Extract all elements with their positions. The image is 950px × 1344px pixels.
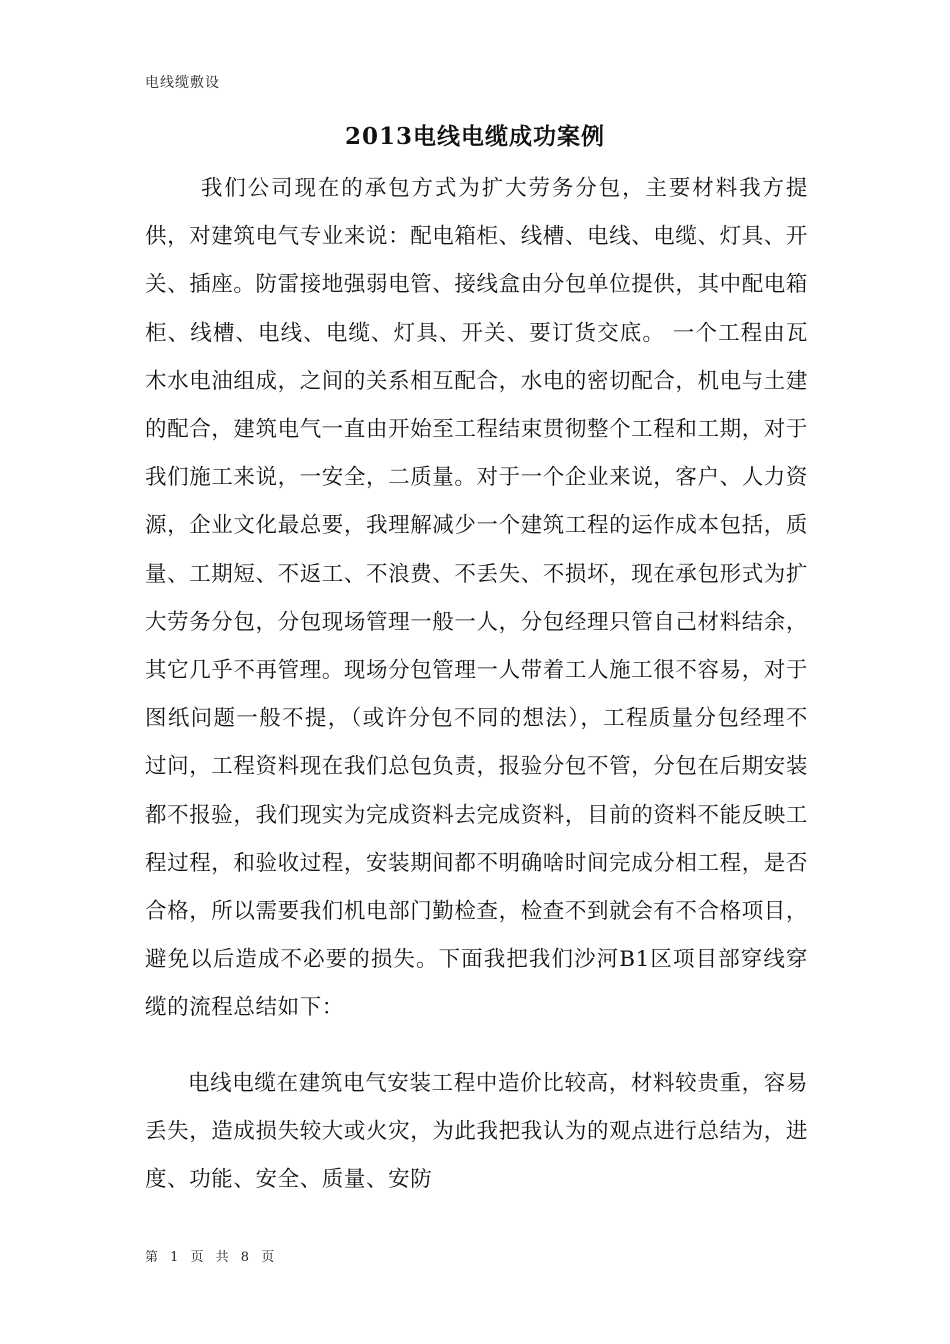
document-title: 2013电线电缆成功案例	[344, 123, 605, 150]
body-paragraph-block	[145, 1060, 808, 1205]
running-header: 电线缆敷设	[145, 75, 220, 91]
page-number: 第 1 页 共 8 页	[145, 1250, 279, 1265]
paragraph: 我们公司现在的承包方式为扩大劳务分包，主要材料我方提供，对建筑电气专业来说：配电箱柜、线槽、电线、电缆、灯具、开关、插座。防雷接地强弱电管、接线盒由分包单位提供，其中配电箱柜、线槽、电线、电缆、灯具、开关、要订货交底。 一个工程由瓦木水电油组成，之间的关系相互配合，水电的密切配合，机电与土建的配合，建筑电气一直由开始至工程结束贯彻整个工程和工期，对于我们施工来说，一安全，二质量。对于一个企业来说，客户、人力资源，企业文化最总要，我理解减少一个建筑工程的运作成本包括，质量、工期短、不返工、不浪费、不丢失、不损坏，现在承包形式为扩大劳务分包，分包现场管理一般一人，分包经理只管自己材料结余，其它几乎不再管理。现场分包管理一人带着工人施工很不容易，对于图纸问题一般不提，（或许分包不同的想法），工程质量分包经理不过问，工程资料现在我们总包负责，报验分包不管，分包在后期安装都不报验，我们现实为完成资料去完成资料，目前的资料不能反映工程过程，和验收过程，安装期间都不明确啥时间完成分相工程，是否合格，所以需要我们机电部门勤检查，检查不到就会有不合格项目，避免以后造成不必要的损失。下面我把我们沙河B1区项目部穿线穿缆的流程总结如下：	[145, 176, 809, 1021]
body-paragraph-block	[145, 165, 808, 1033]
paragraph: 电线电缆在建筑电气安装工程中造价比较高，材料较贵重，容易丢失，造成损失较大或火灾，为此我把我认为的观点进行总结为，进度、功能、安全、质量、安防	[145, 1071, 809, 1193]
